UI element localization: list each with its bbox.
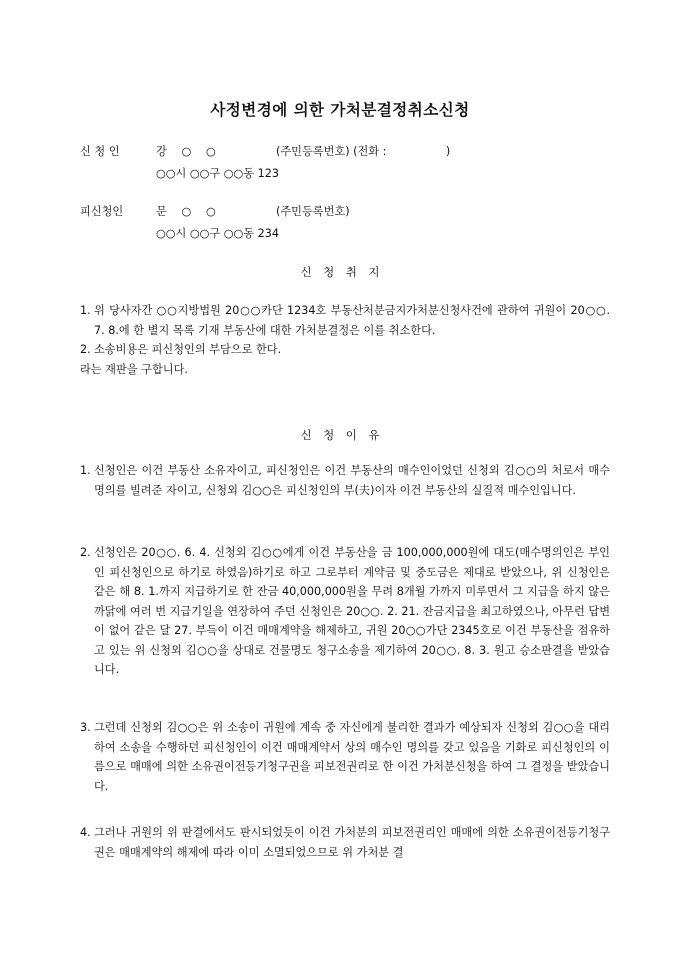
reason-number: 4.	[80, 826, 91, 839]
reasons-item-4	[80, 823, 610, 862]
purpose-closing: 라는 재판을 구합니다.	[80, 362, 188, 376]
reason-text: 그런데 신청외 김○○은 위 소송이 귀원에 계속 중 자신에게 불리한 결과가 예상되자 신청외 김○○을 대리하여 소송을 수행하던 피신청인이 이건 매매계약서 상의 매수인 명의를 갖고 있음을 기화로 피신청인의 이름으로 매매에 의한 소유권이전등기청구권을 피보전권리로 한 이건 가처분신청을 하여 그 결정을 받았습니다.	[94, 721, 610, 793]
applicant-address: ○○시 ○○구 ○○동 123	[156, 167, 280, 180]
purpose-item-number: 1.	[80, 304, 91, 317]
applicant-block	[80, 141, 450, 185]
purpose-item	[80, 340, 610, 360]
respondent-info: (주민등록번호)	[276, 205, 350, 218]
reason-text: 그러나 귀원의 위 판결에서도 판시되었듯이 이건 가처분의 피보전권리인 매매에 의한 소유권이전등기청구권은 매매계약의 해제에 따라 이미 소멸되었으므로 위 가처분 결	[94, 826, 610, 859]
reason-text: 신청인은 20○○. 6. 4. 신청외 김○○에게 이건 부동산을 금 100,000,000원에 대도(매수명의인은 부인인 피신청인으로 하기로 하였음)하기로 하고 그로부터 계약금 및 중도금은 제대로 받았으나, 위 신청인은 같은 해 8. 1.까지 지급하기로 한 잔금 40,000,000원을 무려 8개월 가까지 미루면서 그 지급을 하지 않은 까닭에 여러 번 지급기일을 연장하여 주던 신청인은 20○○. 2. 21. 잔금지급을 최고하였으나, 아무런 답변이 없어 같은 달 27. 부득이 이건 매매계약을 해제하고, 귀원 20○○가단 2345호로 이건 부동산을 점유하고 있는 위 신청외 김○○을 상대로 건물명도 청구소송을 제기하여 20○○. 8. 3. 원고 승소판결을 받았습니다.	[94, 546, 610, 676]
reason-number: 1.	[80, 464, 91, 477]
purpose-item-text: 소송비용은 피신청인의 부담으로 한다.	[94, 343, 282, 356]
respondent-address: ○○시 ○○구 ○○동 234	[156, 227, 280, 240]
respondent-label: 피신청인	[80, 205, 124, 218]
purpose-item	[80, 301, 610, 340]
applicant-info: (주민등록번호) (전화 : )	[276, 145, 451, 158]
purpose-item-text: 위 당사자간 ○○지방법원 20○○카단 1234호 부동산처분금지가처분신청사건에 관하여 귀원이 20○○. 7. 8.에 한 별지 목록 기재 부동산에 대한 가처분결정은 이를 취소한다.	[94, 304, 610, 337]
respondent-name: 문 ○ ○	[156, 205, 216, 218]
reasons-item-3	[80, 718, 610, 796]
respondent-block	[80, 201, 350, 245]
applicant-label: 신 청 인	[80, 145, 120, 158]
purpose-heading: 신 청 취 지	[300, 265, 380, 279]
reason-text: 신청인은 이건 부동산 소유자이고, 피신청인은 이건 부동산의 매수인이었던 신청외 김○○의 처로서 매수명의를 빌려준 자이고, 신청외 김○○은 피신청인의 부(夫)이자 이건 부동산의 실질적 매수인입니다.	[94, 464, 610, 497]
reasons-item-2	[80, 543, 610, 680]
applicant-name: 강 ○ ○	[156, 145, 216, 158]
reasons-heading: 신 청 이 유	[300, 428, 380, 442]
reason-number: 2.	[80, 546, 91, 559]
reason-number: 3.	[80, 721, 91, 734]
purpose-section	[80, 301, 610, 379]
reasons-item-1	[80, 461, 610, 500]
document-title: 사정변경에 의한 가처분결정취소신청	[210, 101, 470, 119]
purpose-item-number: 2.	[80, 343, 91, 356]
